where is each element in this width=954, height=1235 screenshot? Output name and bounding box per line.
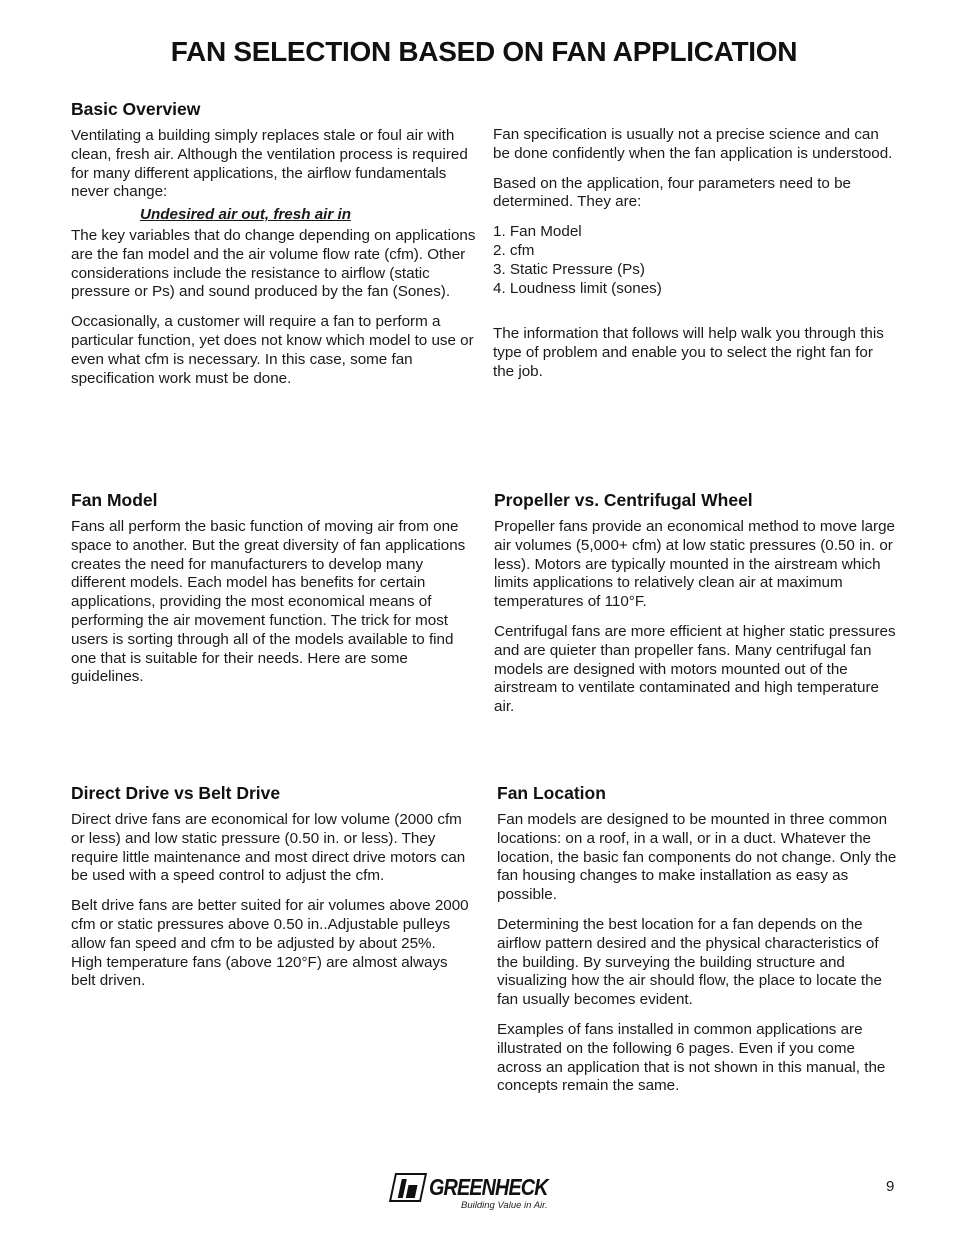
- propeller-paragraph-1: Propeller fans provide an economical method to move large air volumes (5,000+ cfm) at low static pressures (0.50 in. or less). Motors are typically mounted in the airstream which limits applications to relatively clean air at maximum temperatures of 110°F.: [494, 518, 896, 611]
- drive-paragraph-2: Belt drive fans are better suited for air volumes above 2000 cfm or static pressures above 0.50 in..Adjustable pulleys allow fan speed and cfm to be adjusted by about 25%. High temperature fans (above 120°F) are almost always belt driven.: [71, 897, 469, 990]
- brand-name: GREENHECK: [429, 1174, 548, 1200]
- drive-paragraph-1: Direct drive fans are economical for low volume (2000 cfm or less) and low static pressure (0.50 in. or less). They require little maintenance and most direct drive motors can be used with a speed control to adjust the cfm.: [71, 811, 466, 885]
- fan-location-paragraph-1: Fan models are designed to be mounted in three common locations: on a roof, in a wall, or in a duct. Whatever the location, the basic fan components do not change. Only the fan housing changes to make installation as easy as possible.: [497, 811, 897, 904]
- parameter-item: 4. Loudness limit (sones): [493, 279, 662, 297]
- basic-overview-paragraph-2: The key variables that do change depending on applications are the fan model and the air volume flow rate (cfm). Other considerations include the resistance to airflow (static pressure or Ps) and sound produced by the fan (Sones).: [71, 226, 476, 301]
- fan-location-paragraph-3: Examples of fans installed in common applications are illustrated on the following 6 pages. Even if you come across an application that is not shown in this manual, the concepts remain the same.: [497, 1020, 886, 1095]
- page-title: FAN SELECTION BASED ON FAN APPLICATION: [170, 36, 798, 67]
- propeller-paragraph-2: Centrifugal fans are more efficient at higher static pressures and are quieter than propeller fans. Many centrifugal fan models are designed with motors mounted out of the airstream to ventilate contaminated and high temperature air.: [494, 622, 896, 716]
- fan-model-section: [71, 489, 471, 698]
- fan-location-paragraph-2: Determining the best location for a fan depends on the airflow pattern desired and the physical characteristics of the building. By surveying the building structure and visualizing how the air should flow, the place to locate the fan usually becomes evident.: [497, 915, 882, 1009]
- parameter-item: 1. Fan Model: [493, 223, 582, 241]
- fan-model-paragraph-1: Fans all perform the basic function of moving air from one space to another. But the great diversity of fan applications creates the need for manufacturers to develop many different models. Each model has benefits for certain applications, providing the most economical means of performing the air movement function. The trick for most users is sorting through all of the models available to find one that is suitable for their needs. Here are some guidelines.: [71, 518, 466, 686]
- basic-overview-paragraph-1: Ventilating a building simply replaces stale or foul air with clean, fresh air. Although the ventilation process is required for many different applications, the airflow fundamentals never change:: [71, 127, 468, 201]
- basic-overview-paragraph-3: Occasionally, a customer will require a fan to perform a particular function, yet does not know which model to use or even what cfm is necessary. In this case, some fan specification work must be done.: [71, 313, 474, 387]
- fan-location-section: [497, 782, 899, 1107]
- drive-heading: Direct Drive vs Belt Drive: [71, 783, 281, 803]
- brand-tagline: Building Value in Air.: [461, 1200, 548, 1211]
- specification-paragraph-1: Fan specification is usually not a precise science and can be done confidently when the fan application is understood.: [493, 126, 893, 162]
- basic-overview-section: [71, 98, 476, 399]
- drive-section: [71, 782, 471, 1002]
- fan-location-heading: Fan Location: [497, 783, 606, 803]
- specification-section: [493, 126, 893, 393]
- fan-model-heading: Fan Model: [71, 490, 158, 510]
- parameter-item: 2. cfm: [493, 241, 535, 259]
- specification-paragraph-3: The information that follows will help walk you through this type of problem and enable you to select the right fan for the job.: [493, 325, 884, 380]
- propeller-heading: Propeller vs. Centrifugal Wheel: [494, 490, 753, 510]
- specification-paragraph-2: Based on the application, four parameters need to be determined. They are:: [493, 174, 851, 211]
- greenheck-mark-icon: [389, 1173, 427, 1202]
- parameter-item: 3. Static Pressure (Ps): [493, 260, 645, 278]
- propeller-section: [494, 489, 898, 728]
- basic-overview-emphasis: Undesired air out, fresh air in: [140, 206, 351, 224]
- basic-overview-heading: Basic Overview: [71, 99, 201, 119]
- page-number: 9: [886, 1178, 895, 1195]
- greenheck-logo: [392, 1170, 568, 1214]
- parameter-list: [493, 223, 893, 298]
